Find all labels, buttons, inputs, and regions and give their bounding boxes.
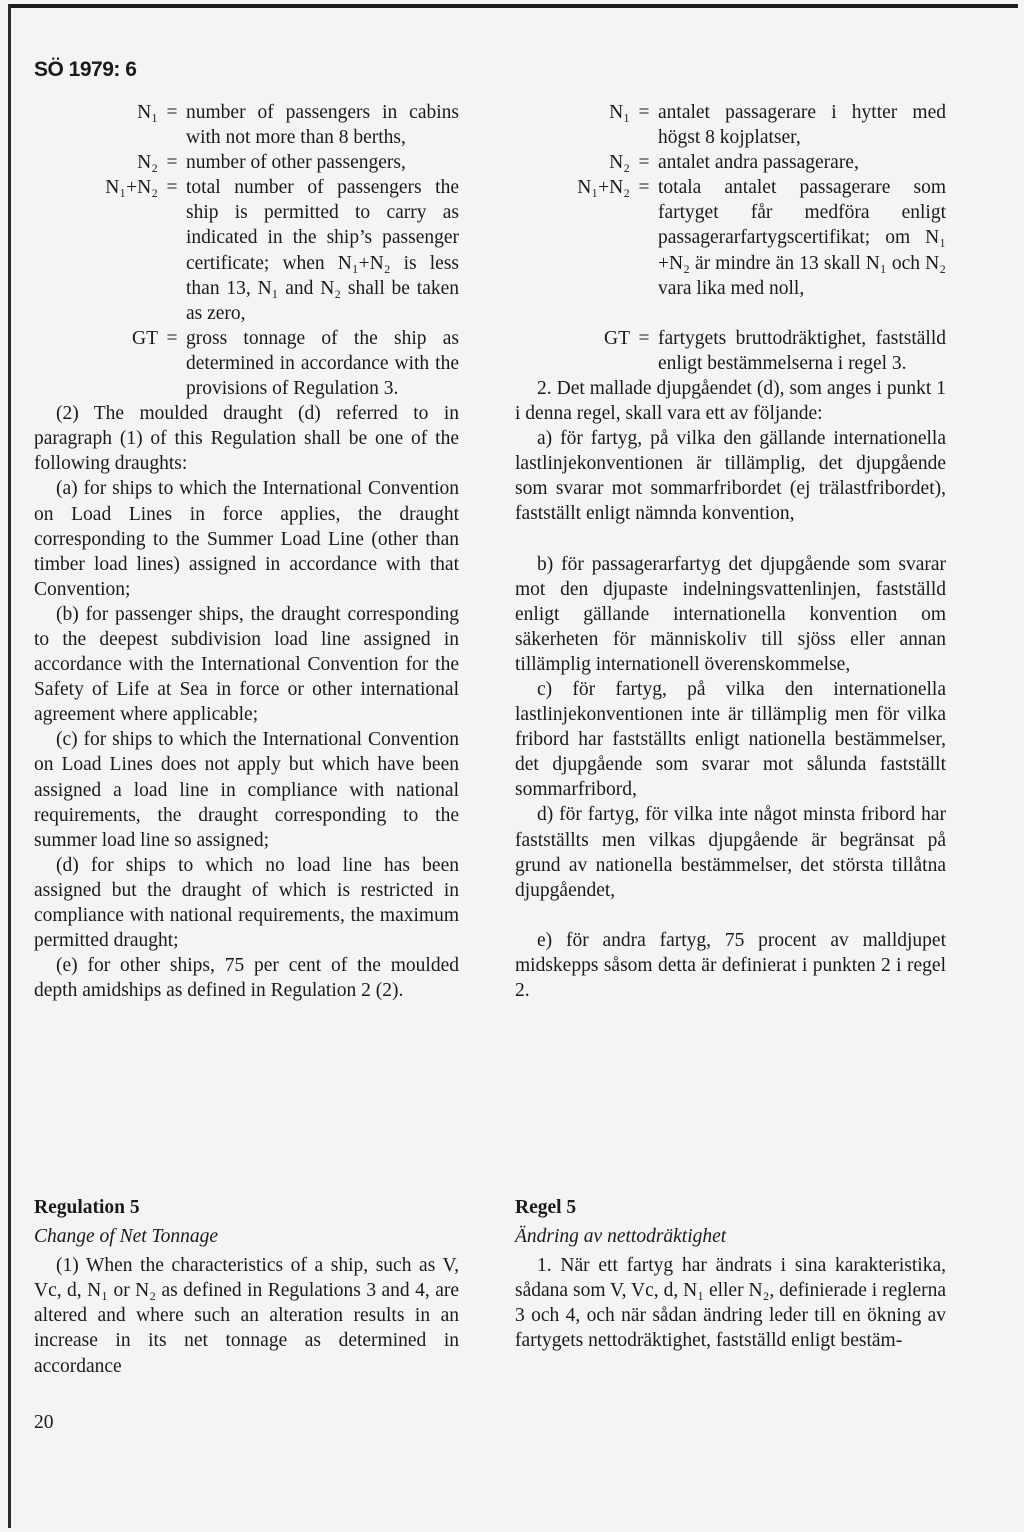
definition-item [515,326,946,376]
page-header: SÖ 1979: 6 [34,58,137,81]
definition-item [34,326,459,401]
definition-item [34,100,459,150]
paragraph: (a) for ships to which the International Convention on Load Lines in force applies, the draught corresponding to the Summer Load Line (other than timber load lines) assigned in accordance with that Convention; [34,478,459,600]
equals-sign: = [166,327,178,349]
paragraph: (2) The moulded draught (d) referred to in paragraph (1) of this Regulation shall be one of the following draughts: [34,403,459,475]
equals-sign: = [638,327,650,349]
definition-symbol: N₂ [609,152,630,174]
paragraph: b) för passagerarfartyg det djupgående som svarar mot den djupaste indelningsvattenlinjen, fastställd enligt gällande internationella konvention om säkerheten för människoliv till sjöss eller annan tillämplig internationell överenskommelse, [515,553,946,675]
regulation-subtitle: Ändring av nettodräktighet [515,1226,727,1248]
equals-sign: = [638,102,650,123]
definition-text: gross tonnage of the ship as determined in accordance with the provisions of Regulation 3. [186,327,459,400]
definition-text: antalet passagerare i hytter med högst 8 kojplatser, [658,102,946,149]
swedish-column [515,100,946,1003]
definition-list [34,100,459,401]
paragraph: (e) for other ships, 75 per cent of the moulded depth amidships as defined in Regulation 2 (2). [34,955,459,1002]
definition-text: totala antalet passagerare som fartyget får medföra enligt passagerarfartygscertifikat; om N₁ +N₂ är mindre än 13 skall N₁ och N₂ vara lika med noll, [658,177,946,299]
regulation-5-english [34,1195,459,1379]
paragraph: d) för fartyg, för vilka inte något minsta fribord har fastställts men vilkas djupgående är begränsat på grund av nationella bestämmelser, det största tillåtna djupgåendet, [515,804,946,901]
equals-sign: = [638,152,650,174]
regulation-5-swedish [515,1195,946,1354]
left-border-rule [8,4,11,1528]
paragraph: (1) When the characteristics of a ship, such as V, Vc, d, N₁ or N₂ as defined in Regulations 3 and 4, are altered and where such an alteration results in an increase in its net tonnage as determined in accordance [34,1255,459,1377]
definition-symbol: N₁+N₂ [105,177,158,199]
definition-list [515,100,946,376]
regulation-subtitle: Change of Net Tonnage [34,1226,218,1248]
equals-sign: = [166,177,178,199]
regulation-title: Regel 5 [515,1197,577,1218]
page-number: 20 [34,1412,54,1433]
definition-symbol: N₁+N₂ [577,177,630,199]
definition-symbol: GT [604,327,630,349]
definition-symbol: GT [132,327,158,349]
paragraph: a) för fartyg, på vilka den gällande internationella lastlinjekonventionen är tillämplig, det djupgående som svarar mot sommarfribordet (ej trälastfribordet), fastställt enligt nämnda konvention, [515,428,946,525]
paragraph: (d) for ships to which no load line has been assigned but the draught of which is restricted in compliance with national requirements, the maximum permitted draught; [34,854,459,952]
definition-item [515,175,946,300]
definition-symbol: N₁ [609,102,630,123]
definition-text: total number of passengers the ship is permitted to carry as indicated in the ship’s passenger certificate; when N₁+N₂ is less than 13, N₁ and N₂ shall be taken as zero, [186,177,459,324]
definition-item [515,100,946,150]
paragraph: (b) for passenger ships, the draught corresponding to the deepest subdivision load line assigned in accordance with the International Convention for the Safety of Life at Sea in force or other international agreement where applicable; [34,603,459,726]
definition-item [515,150,946,175]
top-border-rule [10,4,1018,8]
definition-symbol: N₁ [137,102,158,123]
equals-sign: = [166,152,178,174]
definition-text: number of other passengers, [186,152,406,174]
paragraph: 1. När ett fartyg har ändrats i sina karakteristika, sådana som V, Vc, d, N₁ eller N₂, definierade i reglerna 3 och 4, och när sådan ändring leder till en ökning av fartygets nettodräktighet, fastställd enligt bestäm- [515,1255,946,1352]
definition-item [34,150,459,175]
definition-symbol: N₂ [137,152,158,174]
paragraph: e) för andra fartyg, 75 procent av malldjupet midskepps såsom detta är definierat i punkten 2 i regel 2. [515,929,946,1001]
definition-item [34,175,459,326]
paragraph: 2. Det mallade djupgåendet (d), som anges i punkt 1 i denna regel, skall vara ett av följande: [515,377,946,425]
definition-text: fartygets bruttodräktighet, fastställd enligt bestämmelserna i regel 3. [658,327,946,374]
definition-text: antalet andra passagerare, [658,152,859,174]
definition-text: number of passengers in cabins with not more than 8 berths, [186,102,459,149]
paragraph: (c) for ships to which the International Convention on Load Lines does not apply but which have been assigned a load line in compliance with national requirements, the draught corresponding to the summer load line so assigned; [34,729,459,851]
regulation-title: Regulation 5 [34,1197,140,1218]
english-column [34,100,459,1003]
equals-sign: = [638,177,650,199]
equals-sign: = [166,102,178,123]
paragraph: c) för fartyg, på vilka den internationella lastlinjekonventionen inte är tillämplig men för vilka fribord har fastställts enligt nationella bestämmelser, det djupgående som svarar mot sålunda fastställt sommarfribord, [515,678,946,801]
